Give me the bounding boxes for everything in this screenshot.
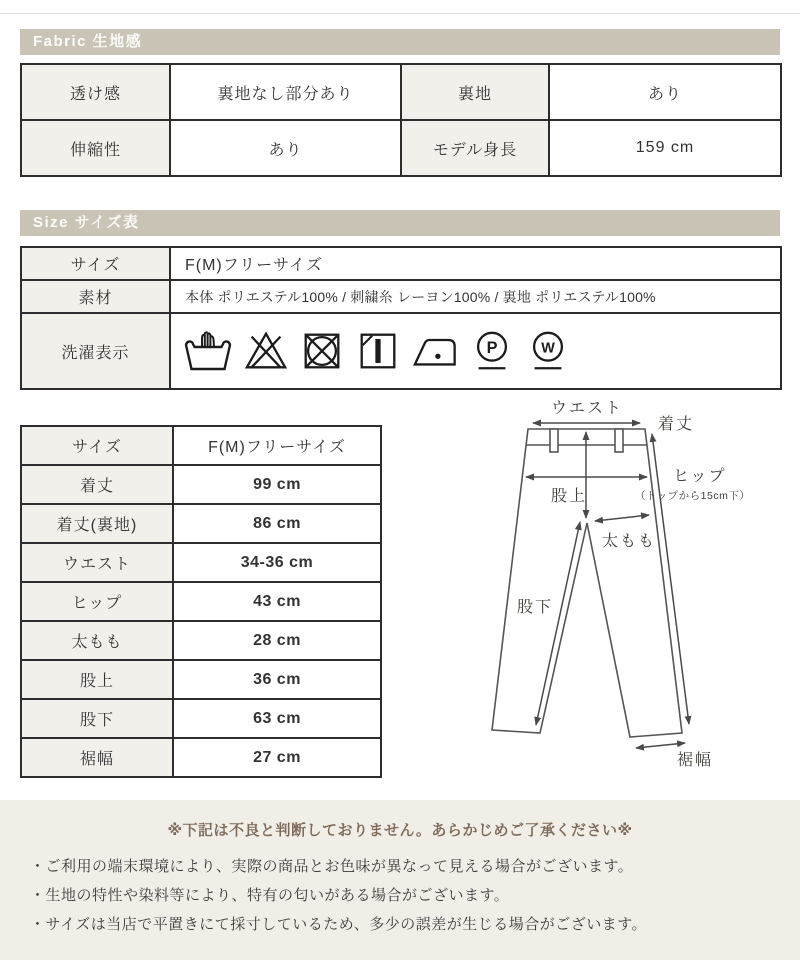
measure-row <box>21 504 381 543</box>
measurements-table <box>20 425 382 778</box>
measure-row <box>21 660 381 699</box>
diagram-label-thigh: 太もも <box>602 533 657 550</box>
diagram-label-hip: ヒップ <box>673 468 727 485</box>
spec-label-size: サイズ <box>21 247 170 280</box>
pants-outline <box>492 429 682 737</box>
measure-value: 36 cm <box>173 660 381 699</box>
measure-label: ヒップ <box>21 582 173 621</box>
fabric-value-lining: あり <box>549 64 781 120</box>
fabric-value-sheerness: 裏地なし部分あり <box>170 64 401 120</box>
measure-value: 86 cm <box>173 504 381 543</box>
size-section-header: Size サイズ表 <box>20 210 780 236</box>
diagram-label-rise: 股上 <box>550 488 588 505</box>
hand-wash-icon <box>183 328 233 374</box>
measure-row <box>21 582 381 621</box>
measure-label: 股下 <box>21 699 173 738</box>
measure-row <box>21 699 381 738</box>
measure-value: 34-36 cm <box>173 543 381 582</box>
top-divider <box>0 13 800 14</box>
measure-label: 裾幅 <box>21 738 173 777</box>
measure-row <box>21 465 381 504</box>
notice-item: ・ご利用の端末環境により、実際の商品とお色味が異なって見える場合がございます。 <box>30 858 634 875</box>
size-spec-table <box>20 246 782 390</box>
pants-measurement-diagram <box>430 390 800 780</box>
measure-label: ウエスト <box>21 543 173 582</box>
spec-row-material <box>21 280 781 313</box>
do-not-bleach-icon <box>243 328 289 374</box>
diagram-label-hem-width: 裾幅 <box>677 752 714 769</box>
dry-clean-p-gentle-icon <box>469 328 515 374</box>
notice-items <box>0 852 800 939</box>
measure-value: 63 cm <box>173 699 381 738</box>
measure-value: F(M)フリーサイズ <box>173 426 381 465</box>
fabric-value-model-height: 159 cm <box>549 120 781 176</box>
wet-clean-w-gentle-icon <box>525 328 571 374</box>
diagram-label-hip-note: （トップから15cm下） <box>635 490 751 502</box>
hang-dry-in-shade-icon <box>355 328 401 374</box>
spec-row-size <box>21 247 781 280</box>
fabric-label-lining: 裏地 <box>401 64 549 120</box>
letter-w: W <box>541 340 555 357</box>
measure-label: 太もも <box>21 621 173 660</box>
spec-row-care <box>21 313 781 389</box>
diagram-label-inseam: 股下 <box>517 599 554 616</box>
spec-value-size: F(M)フリーサイズ <box>170 247 781 280</box>
notice-item: ・生地の特性や染料等により、特有の匂いがある場合がございます。 <box>30 887 510 904</box>
measure-value: 27 cm <box>173 738 381 777</box>
spec-label-material: 素材 <box>21 280 170 313</box>
notice-heading: ※下記は不良と判断しておりません。あらかじめご了承ください※ <box>167 822 633 839</box>
fabric-table-row <box>21 64 781 120</box>
spec-value-material: 本体 ポリエステル100% / 刺繍糸 レーヨン100% / 裏地 ポリエステル100% <box>170 280 781 313</box>
measure-row <box>21 426 381 465</box>
measure-row <box>21 621 381 660</box>
do-not-tumble-dry-icon <box>299 328 345 374</box>
fabric-value-stretch: あり <box>170 120 401 176</box>
diagram-label-length: 着丈 <box>658 416 695 433</box>
measure-label: サイズ <box>21 426 173 465</box>
fabric-section-header: Fabric 生地感 <box>20 29 780 55</box>
diagram-label-waist: ウエスト <box>550 400 624 417</box>
measure-value: 43 cm <box>173 582 381 621</box>
measure-label: 着丈 <box>21 465 173 504</box>
notice-section <box>0 800 800 960</box>
fabric-table <box>20 63 782 177</box>
measure-value: 28 cm <box>173 621 381 660</box>
measure-value: 99 cm <box>173 465 381 504</box>
fabric-label-stretch: 伸縮性 <box>21 120 170 176</box>
care-icons-cell <box>170 313 781 389</box>
care-icons-row <box>183 328 780 374</box>
fabric-table-row <box>21 120 781 176</box>
iron-low-heat-icon <box>411 328 459 374</box>
fabric-label-model-height: モデル身長 <box>401 120 549 176</box>
notice-item: ・サイズは当店で平置きにて採寸しているため、多少の誤差が生じる場合がございます。 <box>30 916 648 933</box>
letter-p: P <box>486 338 498 357</box>
spec-label-care: 洗濯表示 <box>21 313 170 389</box>
measure-row <box>21 543 381 582</box>
measure-label: 股上 <box>21 660 173 699</box>
fabric-label-sheerness: 透け感 <box>21 64 170 120</box>
measure-row <box>21 738 381 777</box>
measure-label: 着丈(裏地) <box>21 504 173 543</box>
